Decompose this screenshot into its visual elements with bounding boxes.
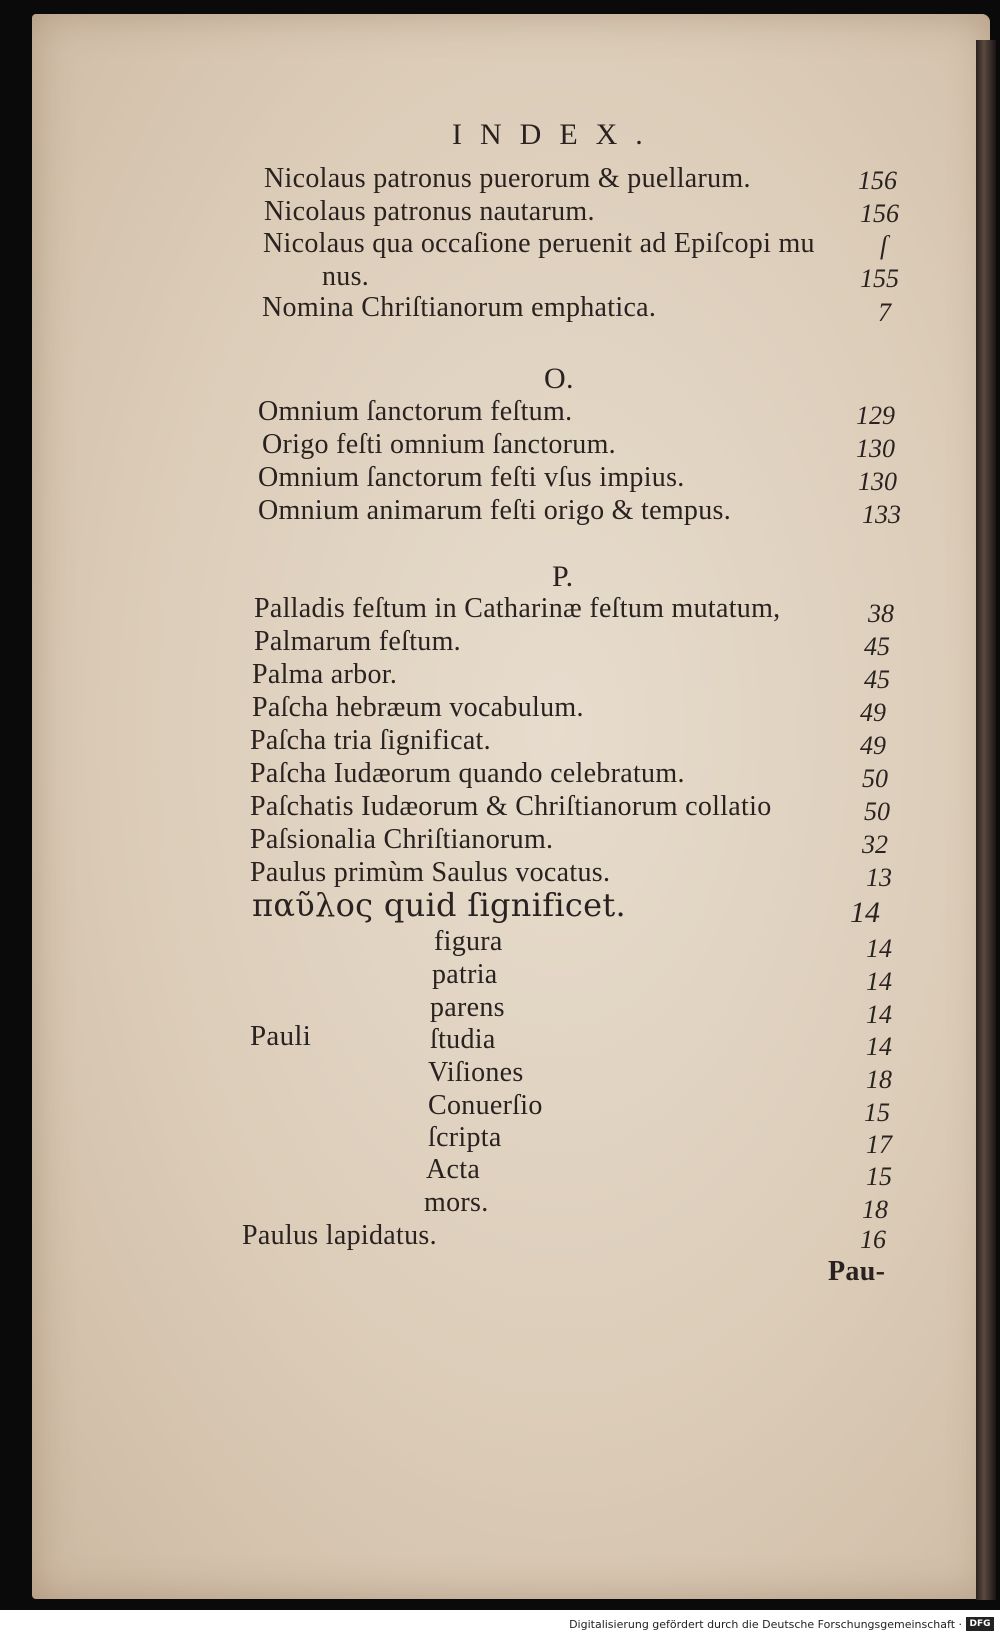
- page-number: 45: [864, 632, 890, 661]
- index-entry: Omnium ſanctorum feſtum.: [258, 396, 573, 427]
- page-header: INDEX.: [452, 118, 661, 151]
- pauli-subentry: ſcripta: [428, 1122, 502, 1153]
- page-number: 17: [866, 1130, 892, 1159]
- page-number: 18: [866, 1065, 892, 1094]
- page-number: 14: [866, 967, 892, 996]
- index-entry: Paſchatis Iudæorum & Chriſtianorum collatio: [250, 791, 772, 822]
- page-number: 18: [862, 1195, 888, 1224]
- pauli-subentry: mors.: [424, 1187, 489, 1218]
- index-entry: Paſcha tria ſignificat.: [250, 725, 491, 756]
- footer-credit: Digitalisierung gefördert durch die Deutsche Forschungsgemeinschaft ·: [569, 1618, 962, 1631]
- index-entry: Omnium animarum feſti origo & tempus.: [258, 495, 732, 526]
- page-number: 16: [860, 1225, 886, 1254]
- catchword: Pau-: [828, 1256, 886, 1287]
- page-number: 7: [878, 298, 891, 327]
- dfg-logo: DFG: [966, 1617, 994, 1631]
- pauli-subentry: Acta: [426, 1154, 481, 1185]
- index-entry: Paſcha Iudæorum quando celebratum.: [250, 758, 685, 789]
- page-number: 129: [856, 401, 895, 430]
- page-number: 156: [860, 199, 899, 228]
- index-entry-greek: παῦλος quid ſignificet.: [252, 886, 626, 924]
- index-entry: Nicolaus patronus nautarum.: [264, 196, 595, 227]
- index-entry: Omnium ſanctorum feſti vſus impius.: [258, 462, 685, 493]
- index-entry: Palmarum feſtum.: [254, 626, 461, 657]
- pauli-subentry: patria: [432, 959, 498, 990]
- page-number: 50: [862, 764, 888, 793]
- page-number: 130: [856, 434, 895, 463]
- page-number: 133: [862, 500, 901, 529]
- page-number: 49: [860, 731, 886, 760]
- section-letter-o: O.: [544, 362, 574, 395]
- pauli-subentry: parens: [430, 992, 505, 1023]
- page-number: 14: [850, 896, 880, 929]
- pauli-subentry: Viſiones: [428, 1057, 524, 1088]
- page-number: 15: [866, 1162, 892, 1191]
- page-number: 14: [866, 934, 892, 963]
- page-number: 38: [868, 599, 894, 628]
- index-entry: nus.: [322, 261, 370, 292]
- page-number: ſ: [880, 231, 888, 260]
- index-entry: Paulus primùm Saulus vocatus.: [250, 857, 611, 888]
- page-number: 32: [862, 830, 888, 859]
- index-entry: Palma arbor.: [252, 659, 398, 690]
- page-number: 14: [866, 1000, 892, 1029]
- digitization-footer: [0, 1610, 1000, 1641]
- page-number: 155: [860, 264, 899, 293]
- page-number: 13: [866, 863, 892, 892]
- section-letter-p: P.: [552, 560, 574, 593]
- pauli-group-label: Pauli: [250, 1020, 312, 1052]
- index-entry: Nicolaus patronus puerorum & puellarum.: [264, 163, 751, 194]
- page-number: 45: [864, 665, 890, 694]
- page-number: 130: [858, 467, 897, 496]
- index-entry: Paſcha hebræum vocabulum.: [252, 692, 584, 723]
- page-number: 14: [866, 1032, 892, 1061]
- page-edge: [976, 40, 996, 1600]
- page-number: 50: [864, 797, 890, 826]
- page-number: 15: [864, 1098, 890, 1127]
- index-entry: Nicolaus qua occaſione peruenit ad Epiſcopi mu: [263, 228, 815, 259]
- pauli-subentry: ſtudia: [430, 1024, 496, 1055]
- page-number: 49: [860, 698, 886, 727]
- index-entry: Origo feſti omnium ſanctorum.: [262, 429, 616, 460]
- index-entry: Paulus lapidatus.: [242, 1220, 437, 1251]
- pauli-subentry: Conuerſio: [428, 1090, 543, 1121]
- page-number: 156: [858, 166, 897, 195]
- pauli-subentry: figura: [434, 926, 503, 957]
- index-entry: Paſsionalia Chriſtianorum.: [250, 824, 554, 855]
- index-entry: Nomina Chriſtianorum emphatica.: [262, 292, 657, 323]
- index-entry: Palladis feſtum in Catharinæ feſtum mutatum,: [254, 593, 781, 624]
